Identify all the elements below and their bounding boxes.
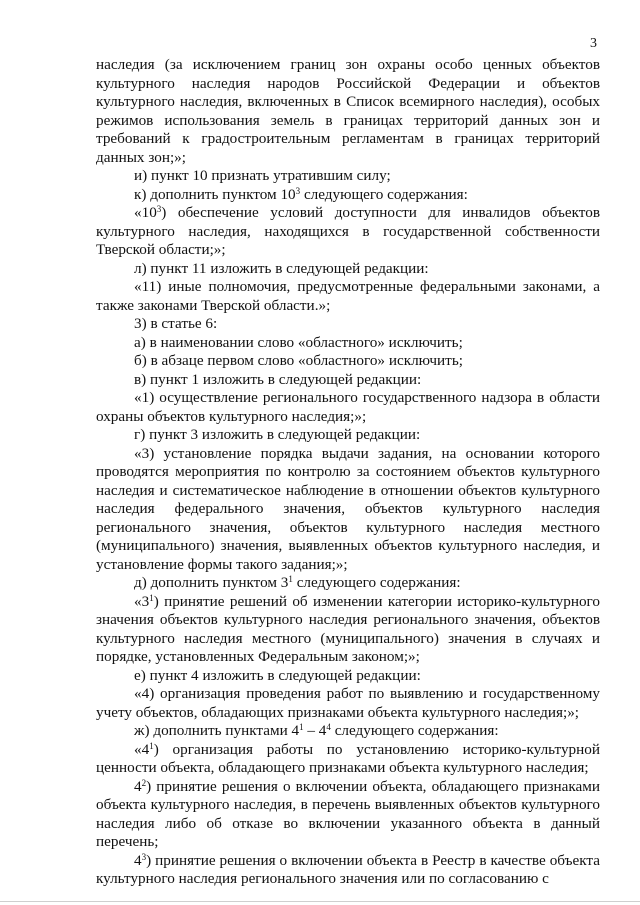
- paragraph: «1) осуществление регионального государственного надзора в области охраны объектов культурного наследия;»;: [96, 389, 600, 425]
- paragraph: $4^2$) принятие решения о включении объекта, обладающего признаками объекта культурного наследия, в перечень выявленных объектов культурного наследия либо об отказе во включении указанного объекта в данный перечень;: [96, 777, 600, 850]
- paragraph: в) пункт 1 изложить в следующей редакции:: [134, 370, 422, 388]
- paragraph: «$4^1$) организация работы по установлению историко-культурной ценности объекта, обладающего признаками объекта культурного наследия;: [96, 740, 600, 776]
- document-body: [96, 56, 600, 889]
- paragraph: «3) установление порядка выдачи задания, на основании которого проводятся мероприятия по контролю за состоянием объектов культурного наследия и систематическое наблюдение в отношении объектов культурного наследия федерального значения, объектов культурного наследия регионального значения, объектов культурного наследия местного (муниципального) значения, выявленных объектов культурного наследия, и установление формы такого задания;»;: [96, 444, 600, 573]
- page-number: 3: [590, 36, 597, 51]
- paragraph: $4^3$) принятие решения о включении объекта в Реестр в качестве объекта культурного наследия регионального значения или по согласованию с: [96, 851, 600, 887]
- paragraph: ж) дополнить пунктами $4^1 - 4^4$ следующего содержания:: [134, 722, 499, 739]
- paragraph: г) пункт 3 изложить в следующей редакции:: [134, 426, 421, 443]
- page-edge-divider: [0, 901, 640, 902]
- paragraph: к) дополнить пунктом $10^3$ следующего содержания:: [134, 185, 468, 203]
- paragraph: «$3^1$) принятие решений об изменении категории историко-культурного значения объектов культурного наследия регионального значения, объектов культурного наследия местного (муниципального) значения в случаях и порядке, установленных Федеральным законом;»;: [96, 592, 600, 665]
- paragraph: д) дополнить пунктом $3^1$ следующего содержания:: [134, 574, 461, 591]
- paragraph: «4) организация проведения работ по выявлению и государственному учету объектов, обладающих признаками объекта культурного наследия;»;: [96, 685, 600, 721]
- paragraph: л) пункт 11 изложить в следующей редакции:: [134, 259, 429, 277]
- paragraph: 3) в статье 6:: [134, 315, 218, 332]
- paragraph: б) в абзаце первом слово «областного» исключить;: [134, 352, 463, 369]
- paragraph: «11) иные полномочия, предусмотренные федеральными законами, а также законами Тверской области.»;: [96, 278, 600, 314]
- paragraph: е) пункт 4 изложить в следующей редакции:: [134, 666, 421, 684]
- paragraph: и) пункт 10 признать утратившим силу;: [134, 167, 391, 184]
- paragraph: а) в наименовании слово «областного» исключить;: [134, 333, 463, 351]
- paragraph: наследия (за исключением границ зон охраны особо ценных объектов культурного наследия народов Российской Федерации и объектов культурного наследия, включенных в Список всемирного наследия), особых режимов использования земель в границах территорий данных зон и требований к градостроительным регламентам в границах территорий данных зон;»;: [96, 56, 600, 166]
- paragraph: «$10^3$) обеспечение условий доступности для инвалидов объектов культурного наследия, находящихся в государственной собственности Тверской области;»;: [96, 204, 600, 258]
